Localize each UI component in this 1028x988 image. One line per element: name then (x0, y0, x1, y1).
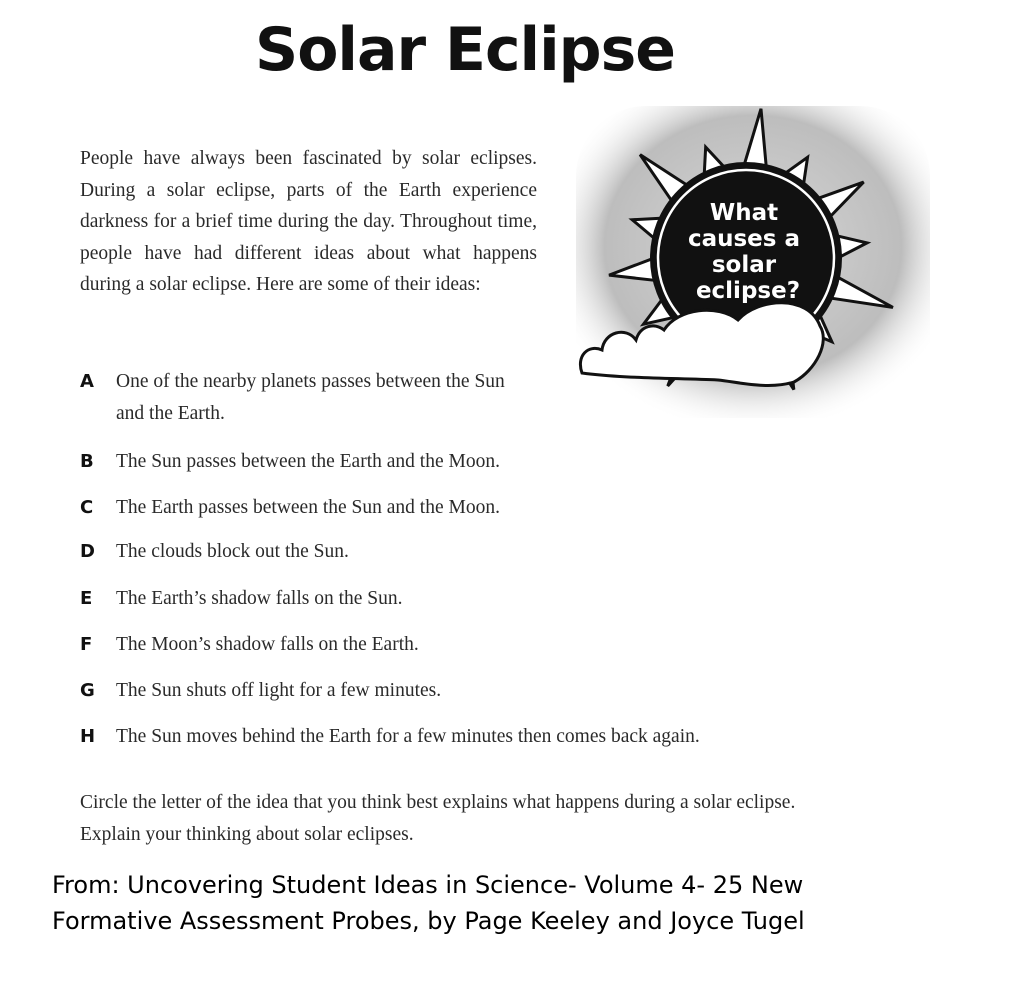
source-line: From: Uncovering Student Ideas in Science- Volume 4- 25 New (52, 871, 804, 899)
option-c (80, 492, 880, 524)
page-title: Solar Eclipse (254, 15, 675, 85)
illustration-line: solar (711, 252, 777, 278)
option-e (80, 583, 880, 615)
option-a (80, 366, 880, 429)
illustration-line: What (709, 200, 779, 226)
option-d (80, 536, 880, 568)
option-letter: G (80, 680, 95, 701)
option-text: The Earth’s shadow falls on the Sun. (116, 588, 403, 609)
option-text: The Earth passes between the Sun and the Moon. (116, 497, 500, 518)
source-line: Formative Assessment Probes, by Page Keeley and Joyce Tugel (52, 907, 805, 935)
option-text: The clouds block out the Sun. (116, 541, 349, 562)
option-letter: B (80, 451, 94, 472)
option-text: The Sun shuts off light for a few minutes. (116, 680, 442, 701)
option-text: The Sun moves behind the Earth for a few minutes then comes back again. (116, 726, 700, 747)
option-letter: D (80, 541, 95, 562)
illustration-line: eclipse? (695, 278, 801, 304)
option-letter: F (80, 634, 93, 655)
option-f (80, 629, 880, 661)
option-letter: E (80, 588, 93, 609)
option-letter: A (80, 371, 94, 392)
option-g (80, 675, 880, 707)
option-text: The Moon’s shadow falls on the Earth. (116, 634, 419, 655)
source-citation (52, 867, 952, 939)
option-letter: C (80, 497, 94, 518)
option-text: The Sun passes between the Earth and the Moon. (116, 451, 500, 472)
option-h (80, 721, 880, 753)
option-letter: H (80, 726, 96, 747)
instructions-paragraph: Circle the letter of the idea that you think best explains what happens during a solar eclipse. Explain your thinking about solar eclipses. (80, 792, 796, 845)
option-text: One of the nearby planets passes between the Sun and the Earth. (116, 371, 505, 424)
illustration-line: causes a (687, 226, 801, 252)
option-b (80, 446, 880, 478)
intro-paragraph: People have always been fascinated by solar eclipses. During a solar eclipse, parts of the Earth experience darkness for a brief time during the day. Throughout time, people have had different ideas about what happens during a solar eclipse. Here are some of their ideas: (80, 148, 537, 295)
